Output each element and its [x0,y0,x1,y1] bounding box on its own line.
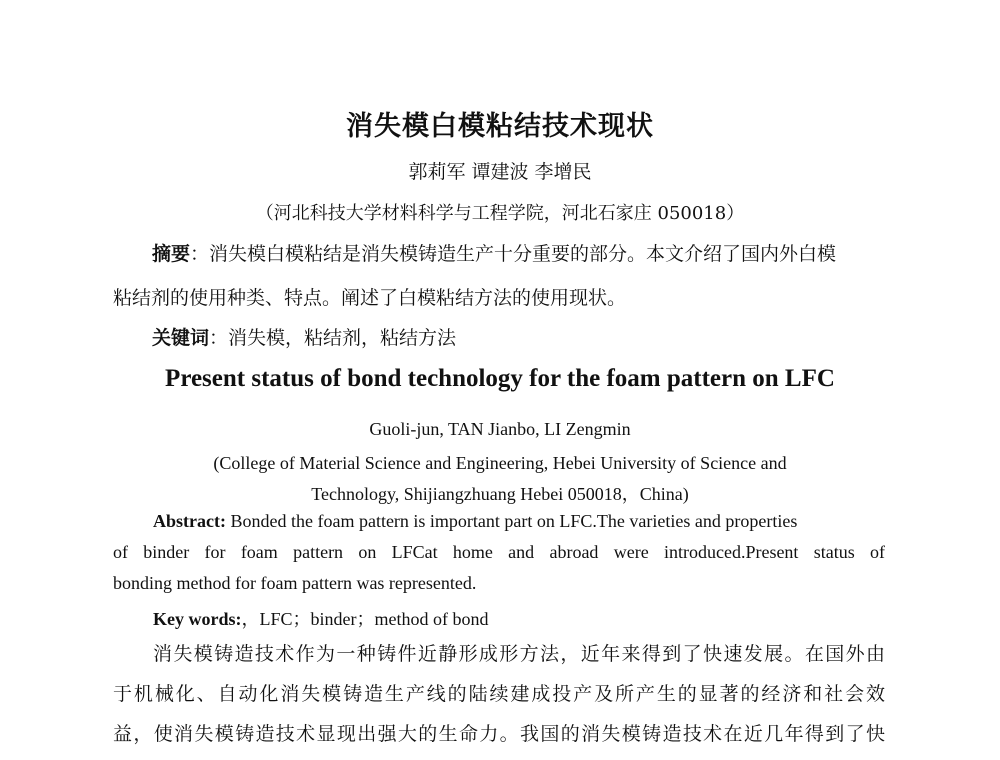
english-abstract-text-1: Bonded the foam pattern is important part on LFC.The varieties and properties [225,511,798,531]
english-keywords-text: ，LFC；binder；method of bond [241,609,489,629]
chinese-keywords-text: ：消失模，粘结剂，粘结方法 [209,327,457,349]
body-paragraph-line-1: 消失模铸造技术作为一种铸件近静形成形方法，近年来得到了快速发展。在国外由 [153,643,885,665]
english-affiliation-line-2: Technology, Shijiangzhuang Hebei 050018，China) [311,484,689,504]
english-keywords-label: Key words: [153,609,242,629]
chinese-abstract-label: 摘要 [152,243,191,265]
chinese-title: 消失模白模粘结技术现状 [346,111,654,142]
chinese-keywords-label: 关键词 [152,327,210,349]
english-keywords-line [153,605,488,631]
chinese-affiliation: （河北科技大学材料科学与工程学院，河北石家庄 050018） [255,203,745,224]
english-authors: Guoli-jun, TAN Jianbo, LI Zengmin [369,419,631,439]
chinese-abstract-line-1 [152,239,888,266]
english-abstract-line-3: bonding method for foam pattern was represented. [113,573,477,593]
chinese-abstract-line-2: 粘结剂的使用种类、特点。阐述了白模粘结方法的使用现状。 [113,287,627,309]
english-affiliation-line-1: (College of Material Science and Engineering, Hebei University of Science and [213,453,787,473]
body-paragraph-line-3: 益，使消失模铸造技术显现出强大的生命力。我国的消失模铸造技术在近几年得到了快 [113,723,885,745]
chinese-keywords-line [152,323,922,350]
chinese-abstract-text-1: ：消失模白模粘结是消失模铸造生产十分重要的部分。本文介绍了国内外白模 [190,243,837,265]
chinese-authors: 郭莉军 谭建波 李增民 [408,161,592,183]
english-abstract-label: Abstract: [153,511,226,531]
english-abstract-line-2: of binder for foam pattern on LFCat home and abroad were introduced.Present status of [113,542,885,562]
english-abstract-line-1 [153,511,885,532]
body-paragraph-line-2: 于机械化、自动化消失模铸造生产线的陆续建成投产及所产生的显著的经济和社会效 [113,683,885,705]
english-title: Present status of bond technology for the foam pattern on LFC [165,365,835,392]
